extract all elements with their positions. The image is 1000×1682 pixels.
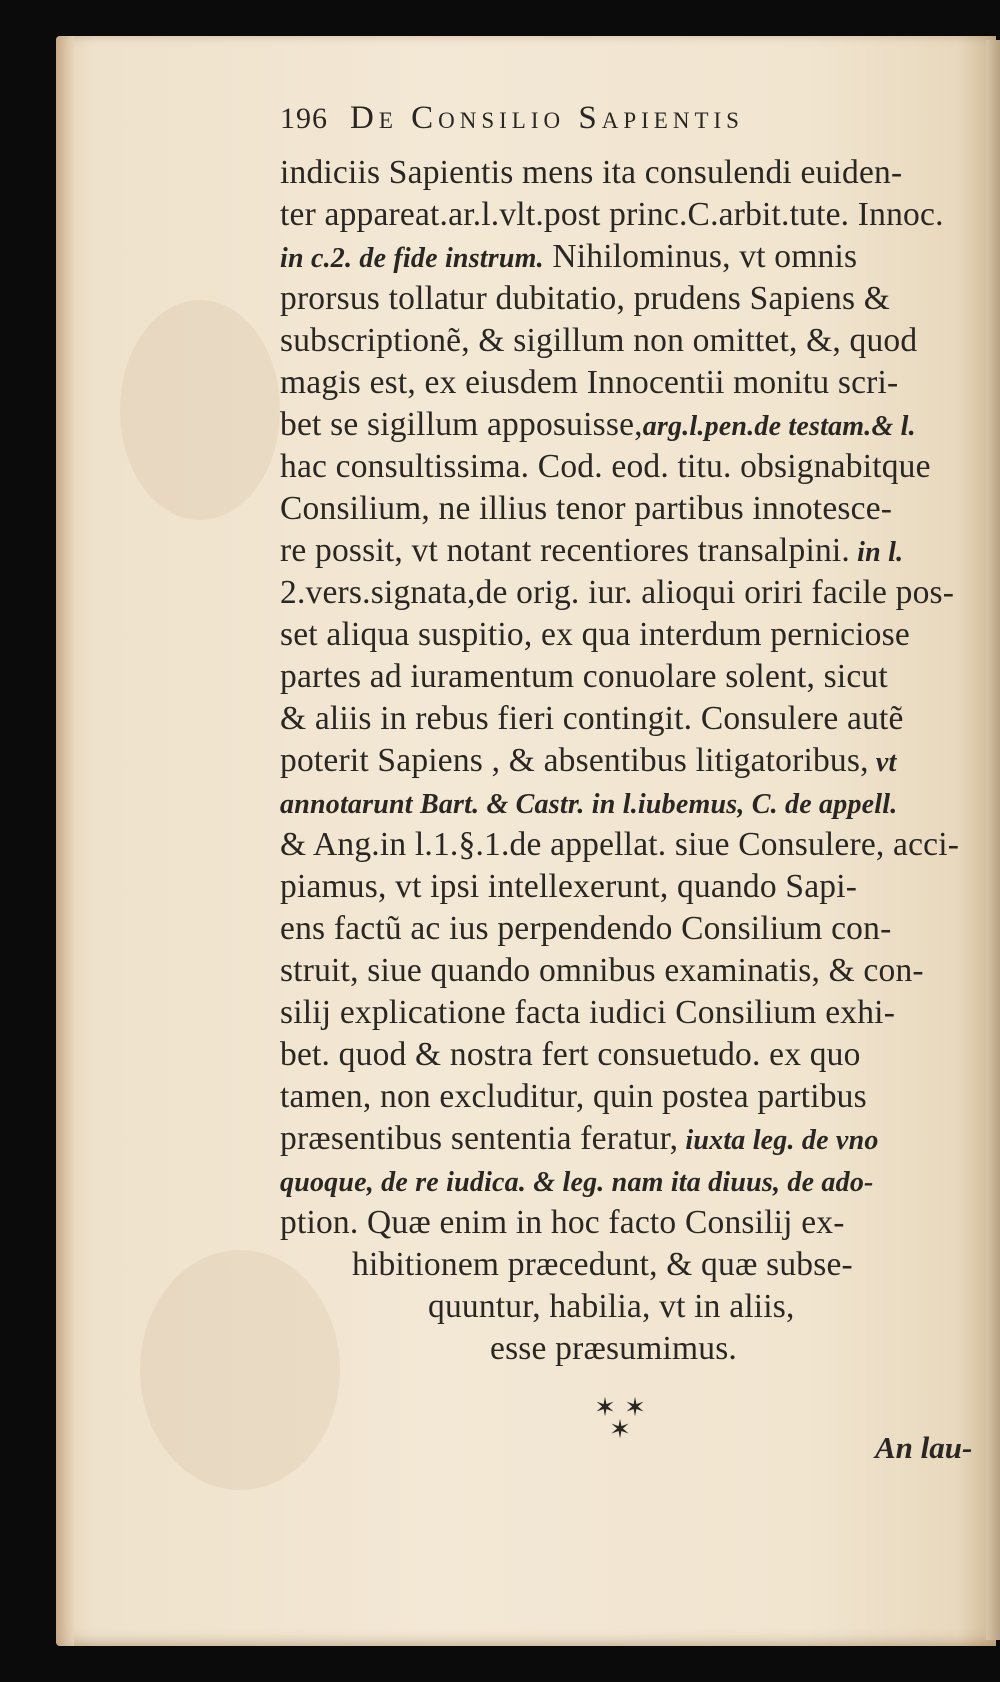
text-line [280, 404, 980, 446]
text-line [280, 782, 980, 824]
text-segment: in l. [849, 537, 904, 568]
text-segment: præsentibus sententia feratur, [280, 1120, 679, 1157]
text-line [280, 446, 980, 488]
page-number: 196 [280, 102, 328, 135]
text-segment: obsignabitque [731, 448, 931, 485]
text-segment: Nihilominus, vt omnis [543, 238, 858, 275]
text-segment: subscriptionẽ, & sigillum non omittet, &, quod [280, 322, 918, 359]
page-text-block [280, 100, 980, 1370]
text-segment: magis est, ex eiusdem Innocentii monitu scri- [280, 364, 899, 401]
text-line [280, 614, 980, 656]
text-line [280, 740, 980, 782]
page-fore-edge [986, 40, 1000, 1640]
text-line [280, 698, 980, 740]
text-line [280, 362, 980, 404]
catchword: An lau- [875, 1430, 973, 1465]
text-segment: & aliis in rebus fieri contingit. Consulere autẽ [280, 700, 904, 737]
text-segment: annotarunt Bart. & Castr. in l.iubemus, C. de appell. [280, 789, 898, 820]
text-line [280, 992, 980, 1034]
text-segment: ar.l.vlt.post princ.C.arbit.tute. Innoc. [448, 196, 944, 233]
text-line [280, 908, 980, 950]
text-line [280, 1034, 980, 1076]
text-line [280, 152, 980, 194]
text-segment: vt [868, 747, 897, 778]
text-segment: hac consultissima. Cod. eod. titu. [280, 448, 732, 485]
text-segment: arg.l.pen.de testam.& l. [642, 411, 916, 442]
paper-stain [120, 300, 280, 520]
text-segment: struit, siue quando omnibus examinatis, & con- [280, 952, 924, 989]
text-segment: quoque, de re iudica. & leg. nam ita diuus, de ado- [280, 1167, 874, 1198]
text-line [280, 488, 980, 530]
text-line [280, 656, 980, 698]
text-segment: bet se sigillum apposuisse, [280, 406, 643, 443]
running-title: De Consilio Sapientis [350, 100, 744, 136]
ornament-line: ✶ ✶ [594, 1393, 646, 1423]
text-segment: bet. quod & nostra fert consuetudo. ex quo [280, 1036, 861, 1073]
text-segment: tamen, non excluditur, quin postea partibus [280, 1078, 867, 1115]
text-segment: poterit Sapiens , & absentibus litigatoribus, [280, 742, 869, 779]
text-segment: prorsus tollatur dubitatio, prudens Sapiens & [280, 280, 891, 317]
text-segment: in c.2. de fide instrum. [280, 243, 544, 274]
text-segment: re possit, vt notant recentiores transalpini. [280, 532, 850, 569]
text-segment: ens factũ ac ius perpendendo Consilium con- [280, 910, 892, 947]
text-segment: Consilium, ne illius tenor partibus innotesce- [280, 490, 893, 527]
text-line [280, 278, 980, 320]
text-segment: ter appareat. [280, 196, 449, 233]
body-text [280, 152, 980, 1370]
text-line [280, 950, 980, 992]
text-line [280, 1076, 980, 1118]
text-line [280, 1286, 980, 1328]
text-segment: indiciis Sapientis mens ita consulendi euiden- [280, 154, 903, 191]
text-segment: ption. [280, 1204, 359, 1241]
text-segment: iuxta leg. de vno [678, 1125, 879, 1156]
text-segment: hibitionem præcedunt, & quæ subse- [352, 1246, 853, 1283]
text-segment: silij explicatione facta iudici Consilium exhi- [280, 994, 896, 1031]
text-line [280, 824, 980, 866]
text-line [280, 1160, 980, 1202]
text-line [280, 194, 980, 236]
text-segment: alioqui oriri facile pos- [632, 574, 955, 611]
page-left-edge [56, 36, 74, 1646]
text-line [280, 866, 980, 908]
text-line [280, 1244, 980, 1286]
text-line [280, 1118, 980, 1160]
text-segment: esse præsumimus. [490, 1330, 738, 1367]
text-line [280, 236, 980, 278]
text-segment: siue Consulere, acci- [666, 826, 960, 863]
text-segment: 2.vers.signata,de orig. iur. [280, 574, 633, 611]
text-segment: quuntur, habilia, vt in aliis, [428, 1288, 795, 1325]
ornament-asterisks [580, 1393, 660, 1445]
text-line [280, 1328, 980, 1370]
text-segment: & Ang.in l.1.§.1.de appellat. [280, 826, 667, 863]
text-line [280, 572, 980, 614]
text-segment: partes ad iuramentum conuolare solent, sicut [280, 658, 888, 695]
text-segment: Quæ enim in hoc facto Consilij ex- [358, 1204, 845, 1241]
running-head [280, 100, 980, 152]
text-line [280, 1202, 980, 1244]
text-line [280, 530, 980, 572]
text-line [280, 320, 980, 362]
ornament-line: ✶ [609, 1415, 631, 1445]
text-segment: piamus, vt ipsi intellexerunt, quando Sapi- [280, 868, 858, 905]
text-segment: set aliqua suspitio, ex qua interdum perniciose [280, 616, 910, 653]
